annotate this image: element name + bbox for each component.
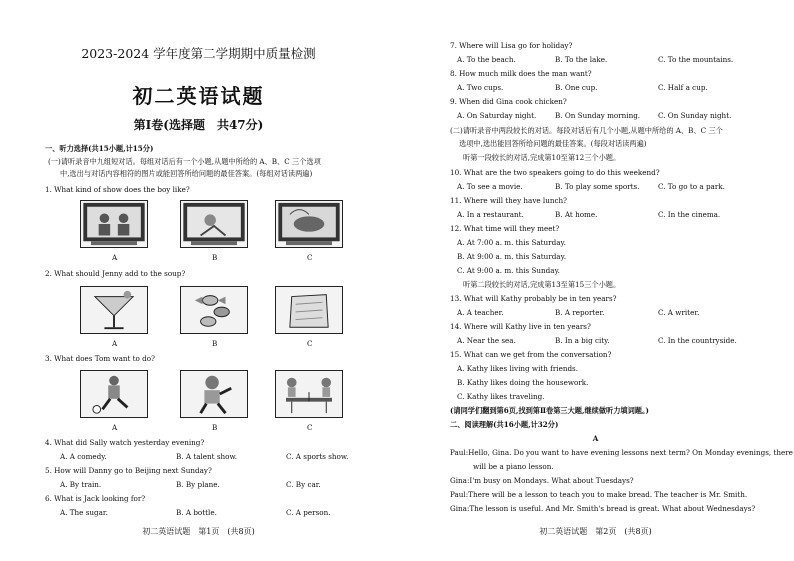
option-a: A. By train. [60, 480, 102, 489]
page-two [397, 0, 794, 561]
option-c: C. A person. [286, 508, 331, 517]
exam-title: 初二英语试题 [132, 84, 265, 108]
question-13: 13. What will Kathy probably be in ten years? [450, 294, 617, 303]
option-c: C. At 9:00 a. m. this Sunday. [457, 266, 560, 275]
instruction-line: 中,选出与对话内容相符的图片或能回答所给问题的最佳答案。(每组对话读两遍) [60, 169, 313, 178]
option-c: C. Kathy likes traveling. [457, 392, 545, 401]
table-tennis-picture [275, 370, 343, 418]
option-a: A. In a restaurant. [457, 210, 524, 219]
instruction-line: 选项中,选出能回答所给问题的最佳答案。(每段对话读两遍) [459, 139, 647, 148]
instruction-line: (一)请听录音中九组短对话。每组对话后有一个小题,从题中所给的 A、B、C 三个选项 [48, 157, 321, 166]
dialog-line: Gina:The lesson is useful. And Mr. Smith's bread is great. What about Wednesdays? [450, 504, 756, 513]
option-a: A. To the beach. [457, 55, 516, 64]
option-b: B. A bottle. [176, 508, 217, 517]
exam-header: 2023-2024 学年度第二学期期中质量检测 [81, 46, 316, 61]
option-c: C. To the mountains. [658, 55, 734, 64]
option-a: A. At 7:00 a. m. this Saturday. [457, 238, 566, 247]
option-c: C. In the cinema. [658, 210, 721, 219]
option-b: B. A talent show. [176, 452, 238, 461]
dialog-line: Gina:I'm busy on Mondays. What about Tuesdays? [450, 476, 634, 485]
option-label-c: C [307, 253, 313, 262]
option-b: B. At home. [555, 210, 598, 219]
option-b: B. On Sunday morning. [555, 111, 641, 120]
option-label-a: A [112, 423, 118, 432]
dialog-line: Paul:Hello, Gina. Do you want to have evening lessons next term? On Monday evenings, there [450, 448, 793, 457]
cocktail-glass-picture [80, 286, 148, 334]
page-footer: 初二英语试题 第1页 (共8页) [142, 527, 255, 536]
notice-text: (请同学们翻到第6页,找到第Ⅱ卷第三大题,继续做听力填词题。) [450, 406, 649, 415]
option-b: B. By plane. [176, 480, 220, 489]
question-12: 12. What time will they meet? [450, 224, 560, 233]
question-9: 9. When did Gina cook chicken? [450, 97, 567, 106]
option-a: A. The sugar. [60, 508, 108, 517]
option-label-b: B [212, 423, 218, 432]
option-a: A. A comedy. [60, 452, 107, 461]
option-a: A. Near the sea. [457, 336, 516, 345]
option-label-b: B [212, 253, 218, 262]
question-15: 15. What can we get from the conversation? [450, 350, 612, 359]
option-c: C. Half a cup. [658, 83, 708, 92]
option-c: C. To go to a park. [658, 182, 725, 191]
option-b: B. In a big city. [555, 336, 610, 345]
option-b: B. At 9:00 a. m. this Saturday. [457, 252, 566, 261]
question-8: 8. How much milk does the man want? [450, 69, 592, 78]
option-c: C. On Sunday night. [658, 111, 732, 120]
option-b: B. One cup. [555, 83, 598, 92]
option-b: B. A reporter. [555, 308, 605, 317]
dialog-line: will be a piano lesson. [473, 462, 554, 471]
option-c: C. A writer. [658, 308, 700, 317]
page-footer: 初二英语试题 第2页 (共8页) [539, 527, 652, 536]
option-label-b: B [212, 339, 218, 348]
option-label-c: C [307, 423, 313, 432]
option-c: C. In the countryside. [658, 336, 737, 345]
section-reading-heading: 二、阅读理解(共16小题,计32分) [450, 420, 559, 429]
question-5: 5. How will Danny go to Beijing next Sunday? [45, 466, 212, 475]
question-3: 3. What does Tom want to do? [45, 354, 155, 363]
option-a: A. To see a movie. [457, 182, 523, 191]
soccer-player-picture [80, 370, 148, 418]
question-1: 1. What kind of show does the boy like? [45, 185, 190, 194]
question-11: 11. Where will they have lunch? [450, 196, 567, 205]
dialog-instruction: 听第一段较长的对话,完成第10至第12三个小题。 [463, 153, 621, 162]
option-label-a: A [112, 339, 118, 348]
option-a: A. A teacher. [457, 308, 504, 317]
question-10: 10. What are the two speakers going to do this weekend? [450, 168, 660, 177]
option-b: B. To the lake. [555, 55, 608, 64]
tv-news-picture [80, 200, 148, 248]
instruction-line: (二)请听录音中两段较长的对话。每段对话后有几个小题,从题中所给的 A、B、C 三个 [450, 126, 723, 135]
section-listening-heading: 一、听力选择(共15小题,计15分) [45, 144, 154, 153]
option-a: A. Kathy likes living with friends. [457, 364, 579, 373]
question-6: 6. What is Jack looking for? [45, 494, 146, 503]
question-14: 14. Where will Kathy live in ten years? [450, 322, 591, 331]
salt-bag-picture [275, 286, 343, 334]
tv-animal-picture [275, 200, 343, 248]
candy-picture [180, 286, 248, 334]
passage-label: A [592, 434, 599, 443]
option-a: A. Two cups. [457, 83, 504, 92]
question-2: 2. What should Jenny add to the soup? [45, 269, 186, 278]
dialog-line: Paul:There will be a lesson to teach you to make bread. The teacher is Mr. Smith. [450, 490, 748, 499]
option-a: A. On Saturday night. [457, 111, 537, 120]
dialog-instruction: 听第二段较长的对话,完成第13至第15三个小题。 [463, 280, 621, 289]
option-label-c: C [307, 339, 313, 348]
option-b: B. To play some sports. [555, 182, 640, 191]
option-b: B. Kathy likes doing the housework. [457, 378, 589, 387]
volume-heading: 第Ⅰ卷(选择题 共47分) [133, 118, 264, 132]
option-label-a: A [112, 253, 118, 262]
question-4: 4. What did Sally watch yesterday evening? [45, 438, 205, 447]
boy-playing-picture [180, 370, 248, 418]
option-c: C. A sports show. [286, 452, 349, 461]
option-c: C. By car. [286, 480, 321, 489]
question-7: 7. Where will Lisa go for holiday? [450, 41, 573, 50]
tv-sports-picture [180, 200, 248, 248]
